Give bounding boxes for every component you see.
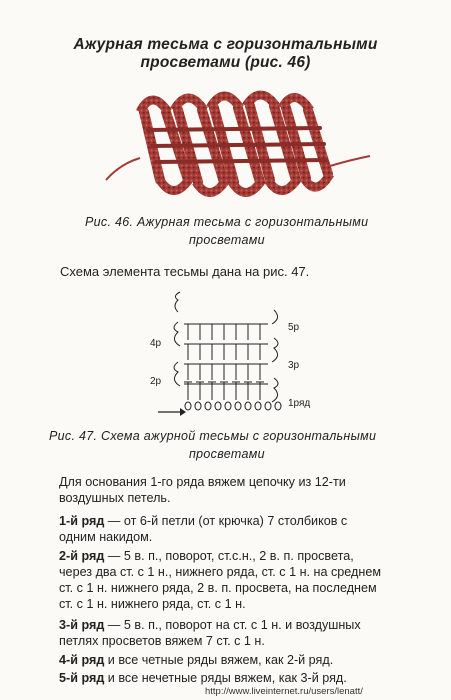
row1-paragraph: [59, 513, 437, 545]
row2-paragraph: [59, 548, 437, 612]
row1-text-line1: — от 6-й петли (от крючка) 7 столбиков с: [104, 514, 348, 528]
figure47-caption-line1: Рис. 47. Схема ажурной тесьмы с горизонтальными: [49, 429, 377, 443]
row5-label: 5-й ряд: [59, 671, 105, 685]
row4-paragraph: [59, 652, 437, 668]
row5-paragraph: [59, 670, 437, 686]
row1-text-line2: одним накидом.: [59, 530, 153, 544]
watermark-url: http://www.liveinternet.ru/users/lenatt/: [205, 686, 363, 697]
intro-line2: воздушных петель.: [59, 491, 171, 505]
row5-text: и все нечетные ряды вяжем, как 3-й ряд.: [104, 671, 347, 685]
row4-text: и все четные ряды вяжем, как 2-й ряд.: [104, 653, 334, 667]
row3-paragraph: [59, 617, 437, 649]
row-label-4: 4р: [150, 338, 162, 349]
foundation-chain: [185, 402, 281, 410]
page-title-line2: просветами (рис. 46): [140, 54, 311, 71]
row-label-1: 1ряд: [288, 398, 311, 409]
row3-label: 3-й ряд: [59, 618, 105, 632]
crochet-scheme-diagram: [144, 288, 334, 418]
row4-label: 4-й ряд: [59, 653, 105, 667]
row2-text-line1: — 5 в. п., поворот, ст.с.н., 2 в. п. просвета,: [104, 549, 354, 563]
row-label-2: 2р: [150, 376, 162, 387]
row2-text-line4: ст. с 1 н. нижнего ряда, ст. с 1 н.: [59, 597, 246, 611]
start-arrow-icon: [158, 408, 186, 416]
row1-label: 1-й ряд: [59, 514, 105, 528]
row3-text-line2: петлях просветов вяжем 7 ст. с 1 н.: [59, 634, 265, 648]
stitch-rows: [184, 324, 264, 400]
page-title-line1: Ажурная тесьма с горизонтальными: [73, 36, 378, 53]
scheme-intro-text: Схема элемента тесьмы дана на рис. 47.: [60, 264, 310, 279]
row-label-5: 5р: [288, 322, 300, 333]
figure47-caption-line2: просветами: [189, 447, 265, 461]
figure46-caption-line2: просветами: [189, 233, 265, 247]
row-label-3: 3р: [288, 360, 300, 371]
lace-tape-photo: [100, 84, 375, 204]
row3-text-line1: — 5 в. п., поворот на ст. с 1 н. и воздушных: [104, 618, 361, 632]
intro-line1: Для основания 1-го ряда вяжем цепочку из 12-ти: [59, 475, 346, 489]
intro-paragraph: [59, 474, 437, 506]
row2-text-line2: через два ст. с 1 н., нижнего ряда, ст. с 1 н. на среднем: [59, 565, 381, 579]
row2-text-line3: ст. с 1 н. нижнего ряда, 2 в. п. просвета, на последнем: [59, 581, 377, 595]
row2-label: 2-й ряд: [59, 549, 105, 563]
figure46-caption-line1: Рис. 46. Ажурная тесьма с горизонтальными: [85, 215, 369, 229]
